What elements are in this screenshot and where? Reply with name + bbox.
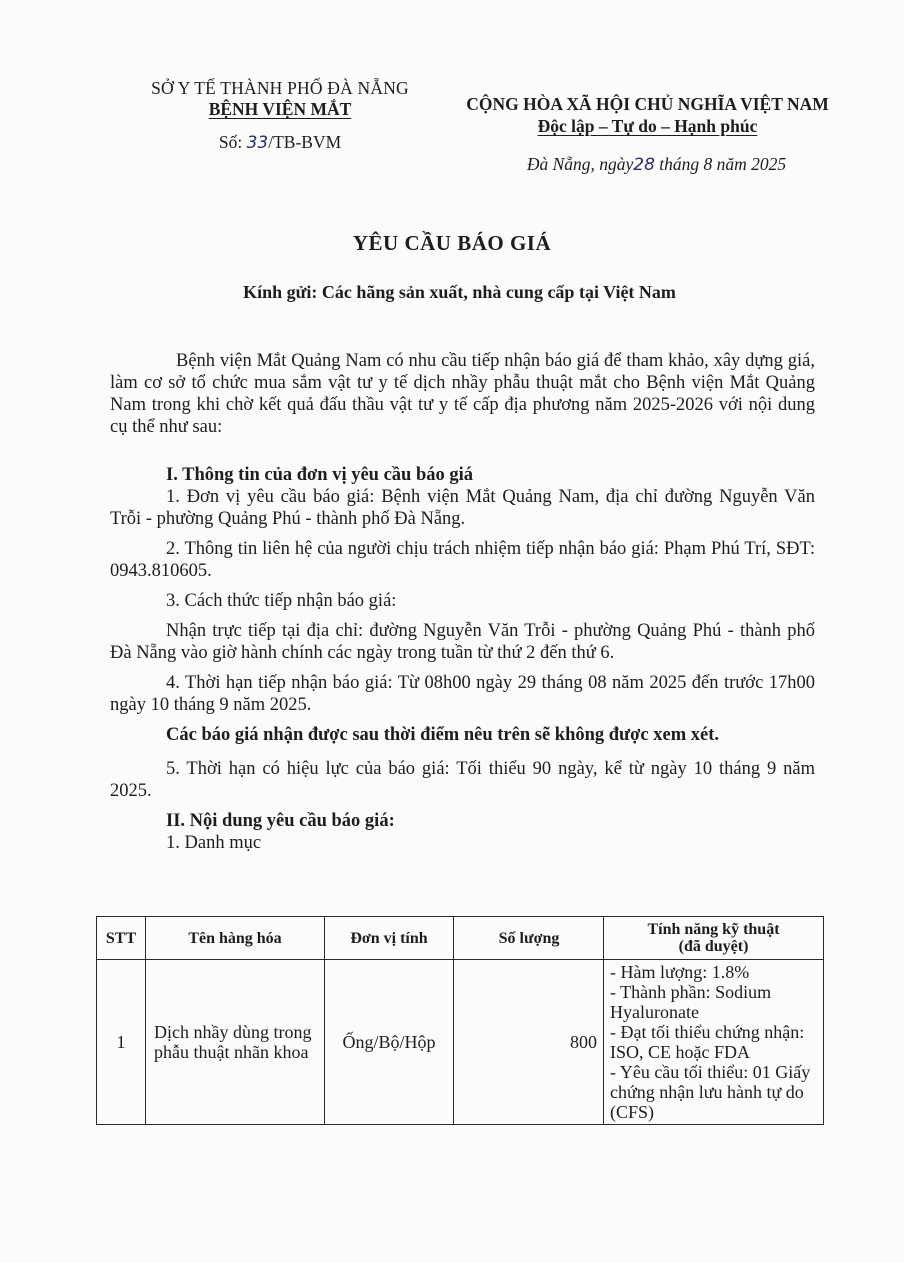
number-suffix: /TB-BVM xyxy=(268,132,342,152)
spec-line: - Thành phần: Sodium Hyaluronate xyxy=(610,982,772,1022)
date-prefix: Đà Nẵng, ngày xyxy=(526,154,634,174)
document-body xyxy=(110,350,815,854)
cell-stt: 1 xyxy=(97,960,146,1125)
header-spec-line-2: (đã duyệt) xyxy=(678,938,749,955)
spec-line: - Hàm lượng: 1.8% xyxy=(610,962,750,982)
section-1-item-5: 5. Thời hạn có hiệu lực của báo giá: Tối thiểu 90 ngày, kể từ ngày 10 tháng 9 năm 2025. xyxy=(110,759,815,801)
document-title: YÊU CẦU BÁO GIÁ xyxy=(352,231,552,255)
department-name: SỞ Y TẾ THÀNH PHỐ ĐÀ NẴNG xyxy=(151,78,409,98)
table-header-row xyxy=(97,917,824,960)
recipient-line: Kính gửi: Các hãng sản xuất, nhà cung cấp tại Việt Nam xyxy=(243,282,676,302)
section-1-item-3-detail: Nhận trực tiếp tại địa chỉ: đường Nguyễn Văn Trỗi - phường Quảng Phú - thành phố Đà Nẵng vào giờ hành chính các ngày trong tuần từ thứ 2 đến thứ 6. xyxy=(110,621,815,663)
header-specification xyxy=(604,917,824,960)
spec-line: - Yêu cầu tối thiểu: 01 Giấy chứng nhận lưu hành tự do (CFS) xyxy=(610,1062,811,1122)
cell-item-name: Dịch nhầy dùng trong phẫu thuật nhãn khoa xyxy=(146,960,325,1125)
spec-line: - Đạt tối thiểu chứng nhận: ISO, CE hoặc FDA xyxy=(610,1022,805,1062)
handwritten-day: 28 xyxy=(633,155,655,175)
national-motto: Độc lập – Tự do – Hạnh phúc xyxy=(537,116,758,136)
header-left xyxy=(130,78,430,154)
hospital-name: BỆNH VIỆN MẮT xyxy=(208,99,352,119)
cell-quantity: 800 xyxy=(454,960,604,1125)
cell-unit: Ống/Bộ/Hộp xyxy=(325,960,454,1125)
section-1-item-1: 1. Đơn vị yêu cầu báo giá: Bệnh viện Mắt Quảng Nam, địa chỉ đường Nguyễn Văn Trỗi - phường Quảng Phú - thành phố Đà Nẵng. xyxy=(110,487,815,529)
handwritten-number: 33 xyxy=(246,133,269,153)
section-1-item-2: 2. Thông tin liên hệ của người chịu trách nhiệm tiếp nhận báo giá: Phạm Phú Trí, SĐT: 0943.810605. xyxy=(110,539,815,581)
header-right xyxy=(440,93,855,176)
document-date xyxy=(440,153,855,176)
section-1-item-3: 3. Cách thức tiếp nhận báo giá: xyxy=(166,591,397,611)
republic-name: CỘNG HÒA XÃ HỘI CHỦ NGHĨA VIỆT NAM xyxy=(466,94,829,114)
header-item-name: Tên hàng hóa xyxy=(146,917,325,960)
section-2-heading: II. Nội dung yêu cầu báo giá: xyxy=(166,811,395,831)
header-unit: Đơn vị tính xyxy=(325,917,454,960)
table-row xyxy=(97,960,824,1125)
late-quote-warning: Các báo giá nhận được sau thời điểm nêu trên sẽ không được xem xét. xyxy=(166,725,719,745)
header-quantity: Số lượng xyxy=(454,917,604,960)
cell-specification xyxy=(604,960,824,1125)
header-spec-line-1: Tính năng kỹ thuật xyxy=(647,921,780,938)
intro-paragraph: Bệnh viện Mắt Quảng Nam có nhu cầu tiếp nhận báo giá để tham khảo, xây dựng giá, làm cơ sở tổ chức mua sắm vật tư y tế dịch nhầy phẫu thuật mắt cho Bệnh viện Mắt Quảng Nam trong khi chờ kết quả đấu thầu vật tư y tế cấp địa phương năm 2025-2026 với nội dung cụ thể như sau: xyxy=(110,351,815,437)
item-catalog-table xyxy=(96,916,824,1125)
number-prefix: Số: xyxy=(218,132,243,152)
section-1-heading: I. Thông tin của đơn vị yêu cầu báo giá xyxy=(166,465,474,485)
document-number xyxy=(130,132,430,154)
header-stt: STT xyxy=(97,917,146,960)
section-1-item-4: 4. Thời hạn tiếp nhận báo giá: Từ 08h00 ngày 29 tháng 08 năm 2025 đến trước 17h00 ngày 10 tháng 9 năm 2025. xyxy=(110,673,815,715)
section-2-sub-1: 1. Danh mục xyxy=(166,833,262,853)
date-suffix: tháng 8 năm 2025 xyxy=(659,154,787,174)
